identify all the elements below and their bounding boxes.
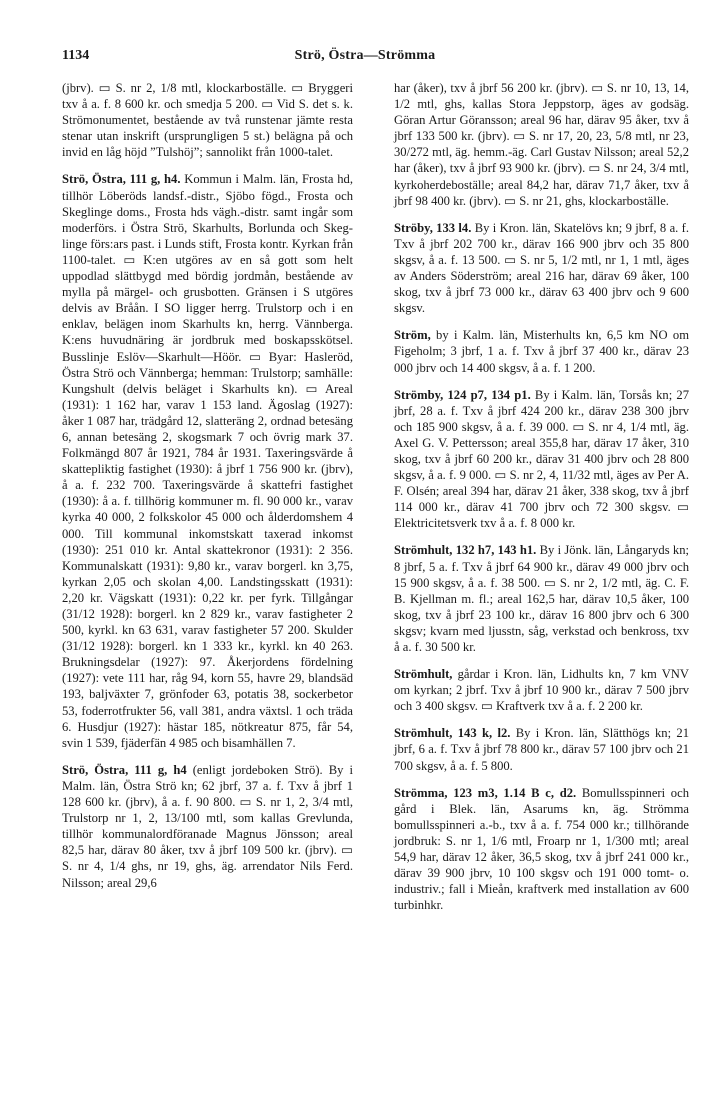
entry-text: by i Kalm. län, Misterhults kn, 6,5 km NO om Figeholm; 3 jbrf, 1 a. f. Txv å jbrf 37 400 kr., därav 23 000 jbrv och 14 400 skgsv, å a. f. 1 200. (394, 328, 689, 375)
entry-text: By i Jönk. län, Långaryds kn; 8 jbrf, 5 a. f. Txv å jbrf 64 900 kr., därav 49 000 jbrv och 15 900 skgsv, å a. f. 38 500. ▭ S. nr 2, 1/2 mtl, äg. C. F. B. Kjellman m. fl.; areal 162,5 har, därav 10,5 åker, 100 skog, txv å jbrf 23 100 kr., därav 16 800 jbrv och 6 300 skgsv; kvarn med ljusstn, såg, verkstad och benkross, txv å a. f. 30 500 kr. (394, 543, 689, 654)
entry-text: By i Kalm. län, Torsås kn; 27 jbrf, 28 a. f. Txv å jbrf 424 200 kr., därav 238 300 jbrv och 185 900 skgsv, å a. f. 39 000. ▭ S. nr 4, 1/4 mtl, äg. Axel G. V. Pettersson; areal 355,8 har, därav 17 åker, 310 skog, txv å jbrf 60 200 kr., därav 31 400 jbrv och 28 800 skgsv, å a. f. 9 000. ▭ S. nr 2, 4, 11/32 mtl, äges av Per A. F. Olsén; areal 394 har, därav 21 åker, 338 skog, txv å jbrf 114 000 kr., därav 41 700 jbrv och 72 300 skgsv. ▭ Elektricitetsverk txv å a. f. 8 000 kr. (394, 387, 689, 531)
entry-stromma (394, 785, 689, 914)
entry-text: By i Kron. län, Slätthögs kn; 21 jbrf, 6 a. f. Txv å jbrf 78 800 kr., därav 57 100 jbrv och 21 700 skgsv, å a. f. 5 800. (394, 726, 689, 773)
entry-stromhult-slatthog (394, 725, 689, 773)
page-number: 1134 (62, 48, 90, 63)
entry-headword: Strö, Östra, 111 g, h4 (62, 762, 187, 777)
entry-text: Bomullsspinneri och gård i Blek. län, Asarums kn, äg. Strömma bomullsspinneri a.-b., txv å a. f. 754 000 kr.; tillhörande jordbruk: S. nr 1, 1/6 mtl, Froarp nr 1, 1/300 mtl; areal 54,9 har, därav 12 åker, 36,5 skog, txv å jbrf 241 000 kr., därav 39 900 jbrv, 10 100 skgsv och 191 000 tomt- o. industriv.; fall i Mieån, kraftverk med installation av 600 turbinhkr. (394, 785, 689, 913)
entry-text: har (åker), txv å jbrf 56 200 kr. (jbrv). ▭ S. nr 10, 13, 14, 1/2 mtl, ghs, kallas Stora Jeppstorp, äges av godsäg. Göran Artur Göransson; areal 96 har, därav 95 åker, txv å jbrf 133 500 kr. (jbrv). ▭ S. nr 17, 20, 23, 5/8 mtl, nr 23, 30/272 mtl, äg. hemm.-äg. Carl Gustav Nilsson; areal 52,2 har (åker), txv å jbrf 93 900 kr. (jbrv). ▭ S. nr 24, 3/4 mtl, kyrkoherdeboställe; areal 84,2 har, därav 71,7 åker, txv å jbrf 98 400 kr. (jbrv). ▭ S. nr 21, ghs, klockarboställe. (394, 81, 689, 208)
page-header (62, 48, 668, 70)
entry-stromhult-lidhult (394, 666, 689, 714)
right-column (394, 80, 689, 924)
entry-headword: Strö, Östra, 111 g, h4. (62, 172, 181, 187)
entry-headword: Strömma, 123 m3, 1.14 B c, d2. (394, 785, 577, 800)
running-title: Strö, Östra—Strömma (294, 48, 436, 63)
entry-headword: Strömhult, (394, 667, 453, 682)
entry-stromhult-jonk (394, 542, 689, 655)
entry-text: (enligt jordeboken Strö). By i Malm. län, Östra Strö kn; 62 jbrf, 37 a. f. Txv å jbrf 1 128 600 kr. (jbrv), å a. f. 90 800. ▭ S. nr 1, 2, 3/4 mtl, Trulstorp nr 1, 2, 13/100 mtl, som kallas Grevlunda, tillhör kommunalordföranade Magnus Jönsson; areal 82,5 har, därav 80 åker, txv å jbrf 109 500 kr. (jbrv). ▭ S. nr 4, 1/4 ghs, nr 19, ghs, äg. arrendator Nils Ferd. Nilsson; areal 29,6 (62, 762, 353, 890)
entry-text: (jbrv). ▭ S. nr 2, 1/8 mtl, klockarboställe. ▭ Bryggeri txv å a. f. 8 600 kr. och smedja 5 200. ▭ Vid S. det s. k. Strömonumentet, bestående av två runstenar jämte resta stenar utan inskrift (ursprungligen 5 st.) belägna på och invid en låg höjd ”Tulshöj”; sannolikt från 1000-talet. (62, 81, 353, 160)
entry-stro-ostra-by (62, 762, 353, 891)
entry-continuation (62, 80, 353, 160)
entry-headword: Strömhult, 143 k, l2. (394, 726, 511, 741)
entry-continuation (394, 80, 689, 209)
entry-text: By i Kron. län, Skatelövs kn; 9 jbrf, 8 a. f. Txv å jbrf 202 700 kr., därav 166 900 jbrv och 35 800 skgsv, å a. f. 13 500. ▭ S. nr 5, 1/2 mtl, nr 1, 1 mtl, äges av Anders Söderström; areal 216 har, därav 69 åker, 100 skog, txv å jbrf 73 000 kr., därav 63 400 jbrv och 9 600 skgsv. (394, 220, 689, 316)
entry-headword: Ströby, 133 l4. (394, 220, 472, 235)
entry-text: Kommun i Malm. län, Frosta hd, tillhör Löberöds landsf.-distr., Sjöbo fögd., Frosta och Skeglinge doms., Frosta hds vägh.-distr. samt ingår som moderförs. i Östra Strö, Skarhults, Borlunda och Skeglinge förs:ars past. i Lunds stift, Frosta kontr. Kyrkan från 1100-talet. ▭ K:en utgöres av en så gott som helt uppodlad slättbygd med bördig jordmån, bestående av mylla på märgel- och grusbotten. Gränsen i S utgöres delvis av Bråån. I SO ligger herrg. Trulstorp och i en enklav, belägen inom Skarhults kn, herrg. Vännberga. K:ens huvudnäring är jordbruk med boskapsskötsel. Busslinje Eslöv—Skarhult—Höör. ▭ Byar: Hasleröd, Östra Strö och Vännberga; hemman: Trulstorp; samhälle: Kungshult (delvis beläget i Skarhults kn). ▭ Areal (1931): 1 162 har, varav 1 153 land. Ägoslag (1927): åker 1 087 har, trädgård 12, slatteräng 2, ordnad betesäng 6, annan betesäng 2, skogsmark 7 och övrig mark 37. Folkmängd 807 år 1921, 784 år 1931. Taxeringsvärde å skattepliktig fastighet (1930): å jbrf 1 756 900 kr. (jbrv), å a. f. 232 700. Taxeringsvärde å skattefri fastighet (1930): å a. f. tillhörig kommuner m. fl. 90 000 kr., varav kyrka 40 000, 2 folkskolor 45 000 och ålderdomshem 4 000. Till kommunal inkomstskatt taxerad inkomst (1930): 251 010 kr. Antal skattekronor (1931): 2 356. Kommunalskatt (1931): 9,80 kr., varav borgerl. kn 3,75, kyrkan 2,05 och skolan 4,00. Landstingsskatt (1931): 2,20 kr. Vägskatt (1931): 0,22 kr. per fyrk. Tillgångar (31/12 1928): borgerl. kn 2 829 kr., varav fastigheter 2 500, kyrkl. kn 63 631, varav fastigheter 57 200. Skulder (31/12 1928): borgerl. kn 1 333 kr., kyrkl. kn 40 263. Brukningsdelar (1927): 97. Åkerjordens fördelning (1927): vete 111 har, råg 94, korn 55, havre 29, blandsäd 193, baljväxter 7, grönfoder 63, potatis 38, sockerbetor 53, foderrotfrukter 56, vall 381, andra växtsl. 1 och träda 6. Husdjur (1927): hästar 185, nötkreatur 875, får 54, svin 1 539, fjäderfän 4 985 och bisamhällen 7. (62, 172, 354, 750)
entry-strom (394, 327, 689, 375)
entry-headword: Ström, (394, 328, 431, 343)
entry-stro-ostra-kommun (62, 171, 353, 750)
entry-headword: Strömhult, 132 h7, 143 h1. (394, 543, 537, 558)
entry-stroby (394, 220, 689, 317)
left-column (62, 80, 353, 902)
entry-text: gårdar i Kron. län, Lidhults kn, 7 km VNV om kyrkan; 2 jbrf. Txv å jbrf 10 900 kr., därav 7 500 jbrv och 3 400 skgsv. ▭ Kraftverk txv å a. f. 2 200 kr. (394, 667, 689, 714)
entry-headword: Strömby, 124 p7, 134 p1. (394, 387, 531, 402)
entry-stromby (394, 387, 689, 532)
